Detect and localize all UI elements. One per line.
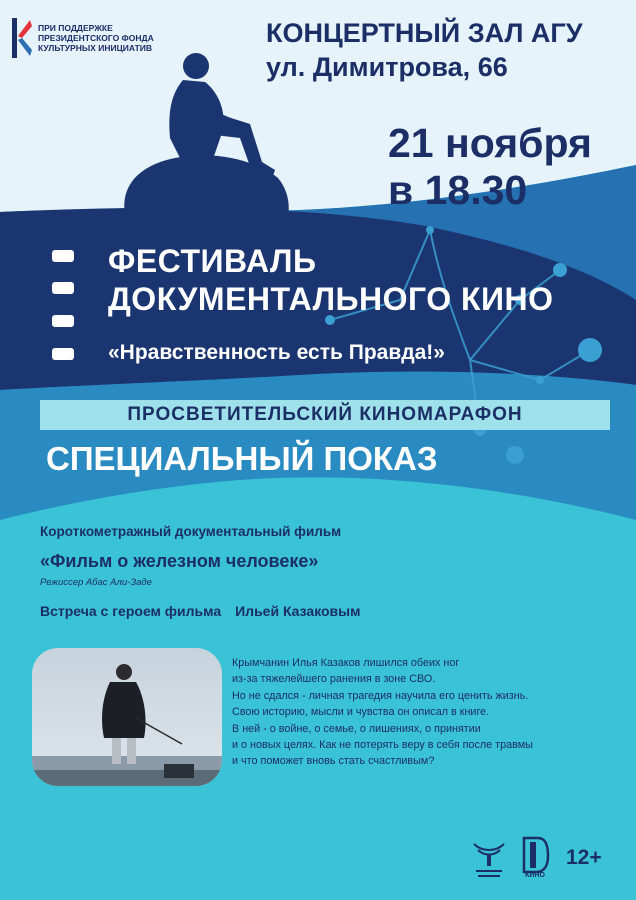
meeting-line bbox=[40, 603, 360, 619]
film-director: Режиссер Абас Али-Заде bbox=[40, 577, 152, 588]
description-line: из-за тяжелейшего ранения в зоне СВО. bbox=[232, 673, 436, 686]
venue-block bbox=[266, 16, 583, 84]
marathon-banner bbox=[40, 400, 610, 430]
film-strip-hole bbox=[52, 315, 74, 327]
sponsor-line-2: ПРЕЗИДЕНТСКОГО ФОНДА bbox=[38, 33, 154, 43]
film-still-image bbox=[32, 648, 222, 786]
festival-title bbox=[108, 242, 554, 318]
hero-name: Ильей Казаковым bbox=[235, 603, 361, 619]
meeting-label: Встреча с героем фильма bbox=[40, 603, 222, 619]
description-line: Свою историю, мысли и чувства он описал в книге. bbox=[232, 706, 490, 719]
sponsor-block bbox=[12, 18, 188, 58]
description-line: и о новых целях. Как не потерять веру в себя после травмы bbox=[232, 739, 533, 752]
description-line: Но не сдался - личная трагедия научила его ценить жизнь. bbox=[232, 689, 529, 702]
ministry-of-culture-logo bbox=[468, 838, 510, 882]
event-date: 21 ноября bbox=[388, 120, 592, 166]
kino-label: КИНО bbox=[525, 872, 545, 879]
special-screening-title: СПЕЦИАЛЬНЫЙ ПОКАЗ bbox=[46, 440, 438, 477]
age-rating-badge: 12+ bbox=[566, 846, 602, 869]
sponsor-line-1: ПРИ ПОДДЕРЖКЕ bbox=[38, 23, 113, 33]
kino-logo bbox=[518, 834, 552, 883]
venue-name: КОНЦЕРТНЫЙ ЗАЛ АГУ bbox=[266, 18, 583, 48]
marathon-label: ПРОСВЕТИТЕЛЬСКИЙ КИНОМАРАФОН bbox=[127, 404, 523, 425]
festival-title-line-1: ФЕСТИВАЛЬ bbox=[108, 243, 317, 279]
festival-motto: «Нравственность есть Правда!» bbox=[108, 341, 445, 364]
sponsor-text bbox=[38, 23, 188, 53]
film-description bbox=[232, 655, 533, 770]
description-line: и что поможет вновь стать счастливым? bbox=[232, 755, 435, 768]
presidential-fund-logo bbox=[12, 18, 32, 58]
film-strip-hole bbox=[52, 348, 74, 360]
event-time: в 18.30 bbox=[388, 167, 528, 213]
description-line: В ней - о войне, о семье, о лишениях, о принятии bbox=[232, 722, 481, 735]
sponsor-line-3: КУЛЬТУРНЫХ ИНИЦИАТИВ bbox=[38, 43, 153, 53]
event-datetime bbox=[388, 120, 592, 214]
festival-title-line-2: ДОКУМЕНТАЛЬНОГО КИНО bbox=[108, 281, 554, 317]
film-title: «Фильм о железном человеке» bbox=[40, 551, 319, 571]
description-line: Крымчанин Илья Казаков лишился обеих ног bbox=[232, 657, 460, 669]
venue-address: ул. Димитрова, 66 bbox=[266, 52, 508, 82]
film-still-photo bbox=[32, 648, 222, 786]
film-type: Короткометражный документальный фильм bbox=[40, 524, 342, 539]
film-strip-hole bbox=[52, 282, 74, 294]
film-strip-hole bbox=[52, 250, 74, 262]
